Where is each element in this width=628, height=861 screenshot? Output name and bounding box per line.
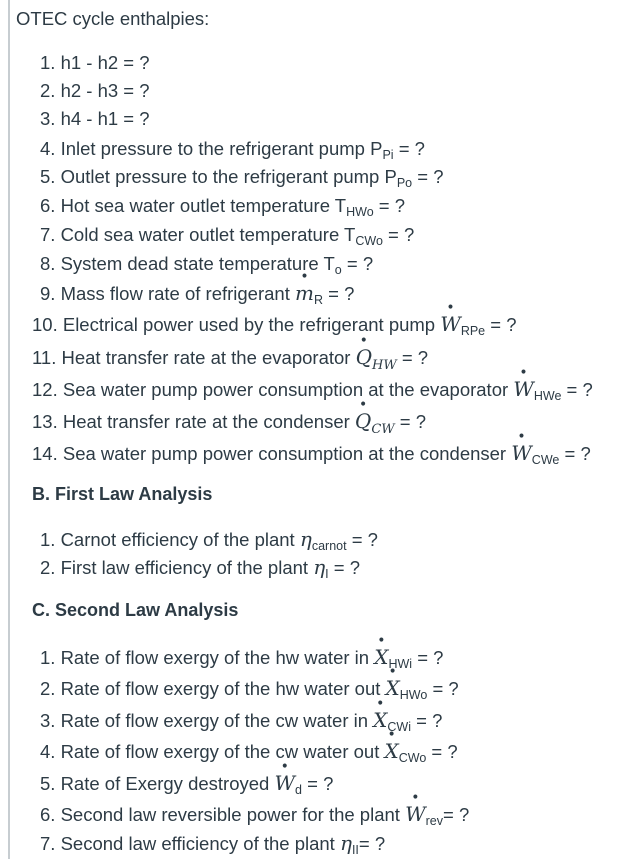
list-item: 3. h4 - h1 = ?	[40, 108, 150, 129]
list-item: 11. Heat transfer rate at the evaporator • $Q_{HW}$ = ?	[32, 346, 428, 377]
list-item: 4. Inlet pressure to the refrigerant pump $P_{Pi}$ = ?	[40, 138, 425, 162]
list-item: 12. Sea water pump power consumption at the evaporator • $W_{HWe}$ = ?	[32, 378, 593, 407]
list-item: 1. Rate of flow exergy of the hw water in • $X_{HWi}$ = ?	[40, 646, 443, 675]
list-item: 14. Sea water pump power consumption at the condenser • $W_{CWe}$ = ?	[32, 442, 591, 471]
list-item: 10. Electrical power used by the refrigerant pump • $W_{RPe}$ = ?	[32, 313, 517, 342]
list-item: 7. Second law efficiency of the plant $\eta_{II}=$ ?	[40, 831, 386, 857]
page-title: OTEC cycle enthalpies:	[16, 8, 210, 29]
list-item: 1. Carnot efficiency of the plant $\eta_{carnot}$ = ?	[40, 527, 378, 553]
list-item: 4. Rate of flow exergy of the cw water out • $X_{CWo}$ = ?	[40, 740, 458, 769]
list-item: 2. Rate of flow exergy of the hw water out • $X_{HWo}$ = ?	[40, 677, 459, 706]
list-item: 1. h1 - h2 = ?	[40, 52, 150, 73]
list-item: 5. Rate of Exergy destroyed • $W_d$ = ?	[40, 772, 333, 801]
list-item: 2. h2 - h3 = ?	[40, 80, 150, 101]
list-item: 9. Mass flow rate of refrigerant • $m_R$ = ?	[40, 282, 354, 311]
list-item: 3. Rate of flow exergy of the cw water in • $X_{CWi}$ = ?	[40, 709, 442, 738]
section-b-heading: B. First Law Analysis	[32, 484, 213, 504]
list-item: 13. Heat transfer rate at the condenser • $Q_{CW}$ = ?	[32, 410, 426, 441]
list-item: 5. Outlet pressure to the refrigerant pump $P_{Po}$ = ?	[40, 166, 444, 190]
list-item: 6. Hot sea water outlet temperature $T_{HWo}$ = ?	[40, 195, 406, 219]
left-border-bar	[8, 0, 10, 859]
section-c-heading: C. Second Law Analysis	[32, 600, 239, 620]
list-item: 2. First law efficiency of the plant $\eta_I$ = ?	[40, 555, 361, 581]
list-item: 6. Second law reversible power for the plant • $W_{rev}=$ ?	[40, 803, 469, 832]
list-item: 7. Cold sea water outlet temperature $T_{CWo}$ = ?	[40, 224, 415, 248]
list-item: 8. System dead state temperature $T_o$ = ?	[40, 253, 374, 277]
